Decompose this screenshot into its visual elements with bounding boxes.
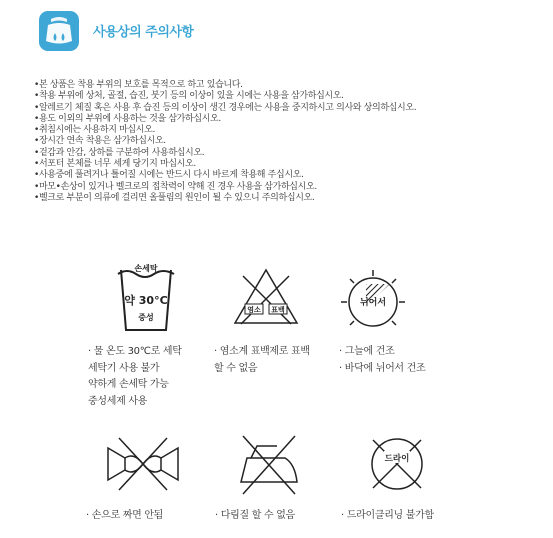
wash-captions: [88, 344, 182, 410]
page-title: 사용상의 주의사항: [93, 25, 194, 40]
iron-captions: [215, 508, 295, 525]
caption-text: 중성세제 사용: [88, 395, 148, 407]
caption-text: 할 수 없음: [214, 362, 258, 374]
wash-temp-label: 약 30°C: [124, 294, 168, 307]
list-item: •벨크로 부분이 의류에 걸리면 올풀림의 원인이 될 수 있으니 주의하십시오.: [34, 192, 315, 203]
bleach-triangle-icon: [233, 268, 299, 326]
bleach-captions: [214, 344, 310, 377]
dryclean-label: 드라이: [384, 454, 410, 464]
caption-text: 세탁기 사용 불가: [88, 362, 160, 374]
heat-pack-icon: [39, 11, 79, 51]
caption-text: · 드라이클리닝 불가함: [341, 510, 434, 521]
no-dryclean-icon: [367, 434, 427, 494]
no-wring-icon: [105, 436, 181, 492]
neutral-detergent-label: 중성: [138, 313, 154, 322]
list-item: •사용중에 풀려거나 틀어질 시에는 반드시 다시 바르게 착용해 주십시오.: [34, 170, 304, 181]
caption-text: 약하게 손세탁 가능: [88, 379, 169, 390]
chlorine-label: 염소: [247, 306, 261, 314]
hand-wash-label: 손세탁: [134, 264, 158, 273]
no-iron-icon: [237, 434, 303, 496]
wring-captions: [86, 508, 163, 525]
list-item: •서포터 본체를 너무 세게 당기지 마십시오.: [34, 159, 196, 170]
list-item: •본 상품은 착용 부위의 보호를 목적으로 하고 있습니다.: [34, 80, 243, 90]
list-item: •용도 이외의 부위에 사용하는 것을 삼가하십시오.: [34, 113, 221, 124]
list-item: •알레르기 체질 혹은 사용 후 습진 등의 이상이 생긴 경우에는 사용을 중지하시고 의사와 상의하십시오.: [34, 102, 417, 113]
list-item: •착용 부위에 상처, 골절, 습진, 붓기 등의 이상이 있을 시에는 사용을 삼가하십시오.: [34, 91, 344, 102]
hand-wash-icon: [114, 262, 178, 334]
caption-text: · 바닥에 뉘어서 건조: [339, 362, 426, 374]
precautions-list: [34, 80, 544, 204]
caption-text: · 다림질 할 수 없음: [215, 510, 295, 521]
caption-text: · 물 온도 30℃로 세탁: [88, 346, 182, 357]
dryclean-captions: [341, 508, 434, 525]
caption-text: · 손으로 짜면 안됨: [86, 510, 164, 521]
dry-captions: [339, 344, 425, 377]
shade-dry-icon: [340, 268, 406, 330]
caption-text: · 그늘에 건조: [339, 346, 395, 357]
list-item: •겉감과 안감, 상하를 구분하여 사용하십시오.: [34, 147, 205, 158]
list-item: •장시간 연속 착용은 삼가하십시오.: [34, 136, 166, 147]
list-item: •마모•손상이 있거나 벨크로의 접착력이 약해 진 경우 사용을 삼가하십시오.: [34, 181, 317, 192]
flat-dry-label: 뉘어서: [359, 298, 387, 308]
list-item: •취침시에는 사용하지 마십시오.: [34, 125, 155, 136]
caption-text: · 염소계 표백제로 표백: [214, 346, 310, 357]
bleach-label: 표백: [271, 306, 285, 314]
